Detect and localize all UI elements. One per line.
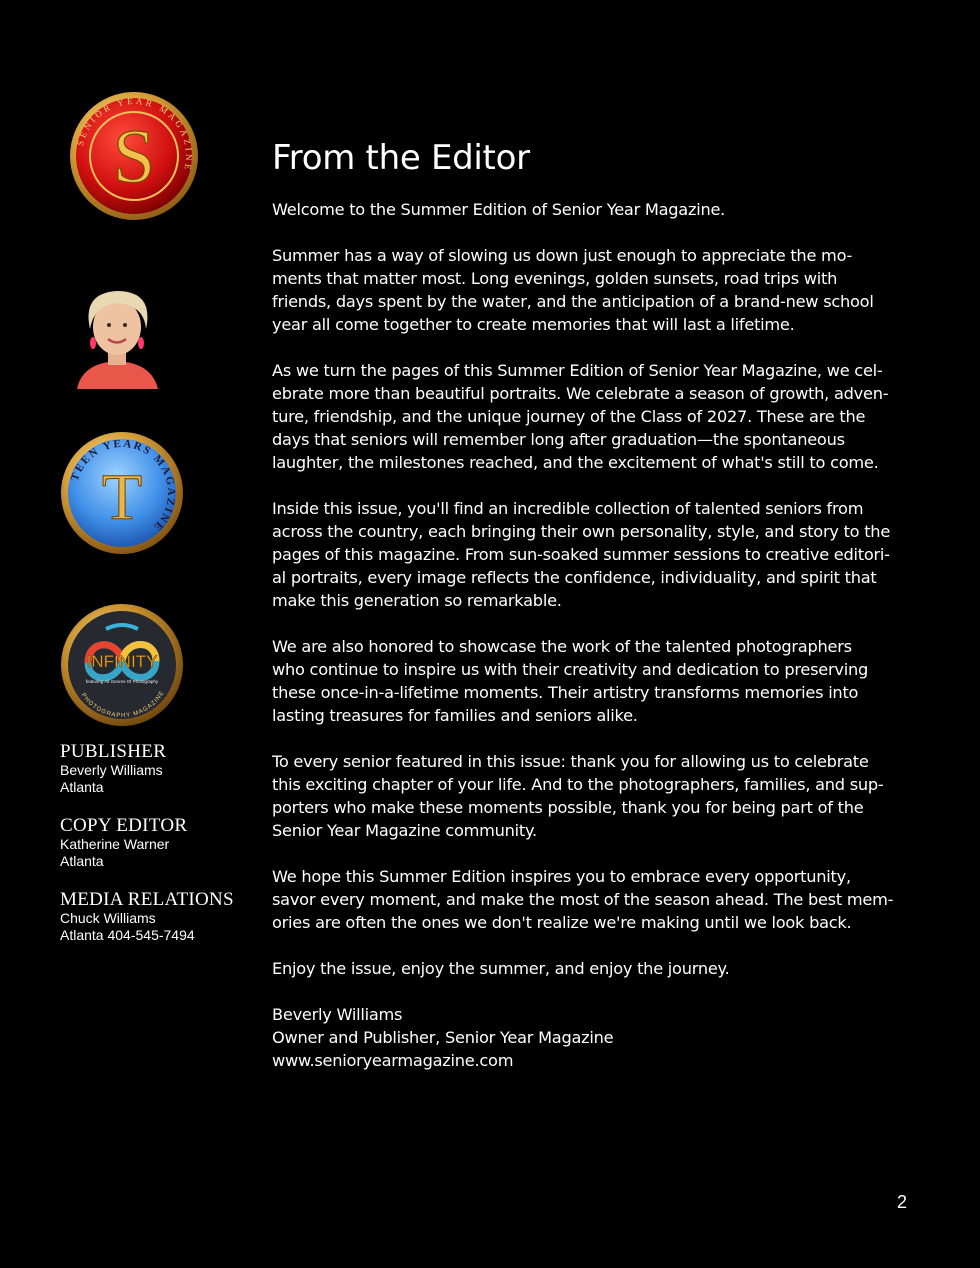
staff-role: MEDIA RELATIONS xyxy=(60,889,234,910)
letter-paragraph: We hope this Summer Edition inspires you to embrace every opportunity, savor every moment, and make the most of the season ahead. The best mem- ories are often the ones we don't realize we're making until we look back. xyxy=(272,867,894,932)
staff-publisher xyxy=(60,742,260,796)
page-title: From the Editor xyxy=(272,138,530,178)
staff-credits xyxy=(60,742,260,964)
senior-year-magazine-logo xyxy=(68,90,200,222)
letter-body xyxy=(272,198,897,980)
publisher-portrait xyxy=(72,283,162,389)
staff-role: COPY EDITOR xyxy=(60,815,188,836)
page-number: 2 xyxy=(896,1192,907,1212)
staff-name: Chuck Williams xyxy=(60,910,156,926)
infinity-photography-magazine-logo xyxy=(60,603,184,727)
letter-paragraph: To every senior featured in this issue: thank you for allowing us to celebrate this exciting chapter of your life. And to the photographers, families, and sup- porters who make these moments possible, thank you for being part of the Senior Year Magazine community. xyxy=(272,752,884,840)
letter-paragraph: Inside this issue, you'll find an incredible collection of talented seniors from across the country, each bringing their own personality, style, and story to the pages of this magazine. From sun-soaked summer sessions to creative editori- al portraits, every image reflects the confidence, individuality, and spirit that make this generation so remarkable. xyxy=(272,499,891,610)
teen-years-letter: T xyxy=(101,461,143,534)
senior-year-ring-text: SENIOR YEAR MAGAZINE xyxy=(75,95,195,174)
signature-title: Owner and Publisher, Senior Year Magazine xyxy=(272,1028,614,1047)
infinity-name: INFINITY xyxy=(86,652,158,671)
teen-years-ring-text: TEEN YEARS MAGAZINE xyxy=(68,437,178,535)
letter-paragraph: Enjoy the issue, enjoy the summer, and enjoy the journey. xyxy=(272,959,730,978)
letter-paragraph: We are also honored to showcase the work of the talented photographers who continue to inspire us with their creativity and dedication to preserving these once-in-a-lifetime moments. Their artistry transforms memories into lasting treasures for families and seniors alike. xyxy=(272,637,869,725)
editor-letter xyxy=(272,138,897,1072)
staff-copy-editor xyxy=(60,816,260,870)
signature-name: Beverly Williams xyxy=(272,1005,403,1024)
staff-role: PUBLISHER xyxy=(60,741,167,762)
letter-paragraph: Summer has a way of slowing us down just enough to appreciate the mo- ments that matter most. Long evenings, golden sunsets, road trips with friends, days spent by the water, and the anticipation of a brand-new school year all come together to create memories that will last a lifetime. xyxy=(272,246,874,334)
letter-paragraph: As we turn the pages of this Summer Edition of Senior Year Magazine, we cel- ebrate more than beautiful portraits. We celebrate a season of growth, adven- ture, friendship, and the unique journey of the Class of 2027. These are the days that seniors will remember long after graduation—the spontaneous laughter, the milestones reached, and the excitement of what's still to come. xyxy=(272,361,889,472)
staff-location: Atlanta xyxy=(60,853,104,869)
staff-location: Atlanta xyxy=(60,779,104,795)
staff-name: Beverly Williams xyxy=(60,762,163,778)
senior-year-letter: S xyxy=(112,115,156,199)
website-link[interactable]: www.senioryearmagazine.com xyxy=(272,1051,514,1070)
staff-media-relations xyxy=(60,890,260,944)
infinity-tagline: featuring All Genres Of Photography xyxy=(85,679,159,684)
letter-paragraph: Welcome to the Summer Edition of Senior Year Magazine. xyxy=(272,200,726,219)
infinity-ring-text: PHOTOGRAPHY MAGAZINE xyxy=(79,689,166,720)
teen-years-magazine-logo xyxy=(60,431,184,555)
signature-block xyxy=(272,1003,897,1072)
staff-location-phone: Atlanta 404-545-7494 xyxy=(60,927,195,943)
staff-name: Katherine Warner xyxy=(60,836,170,852)
